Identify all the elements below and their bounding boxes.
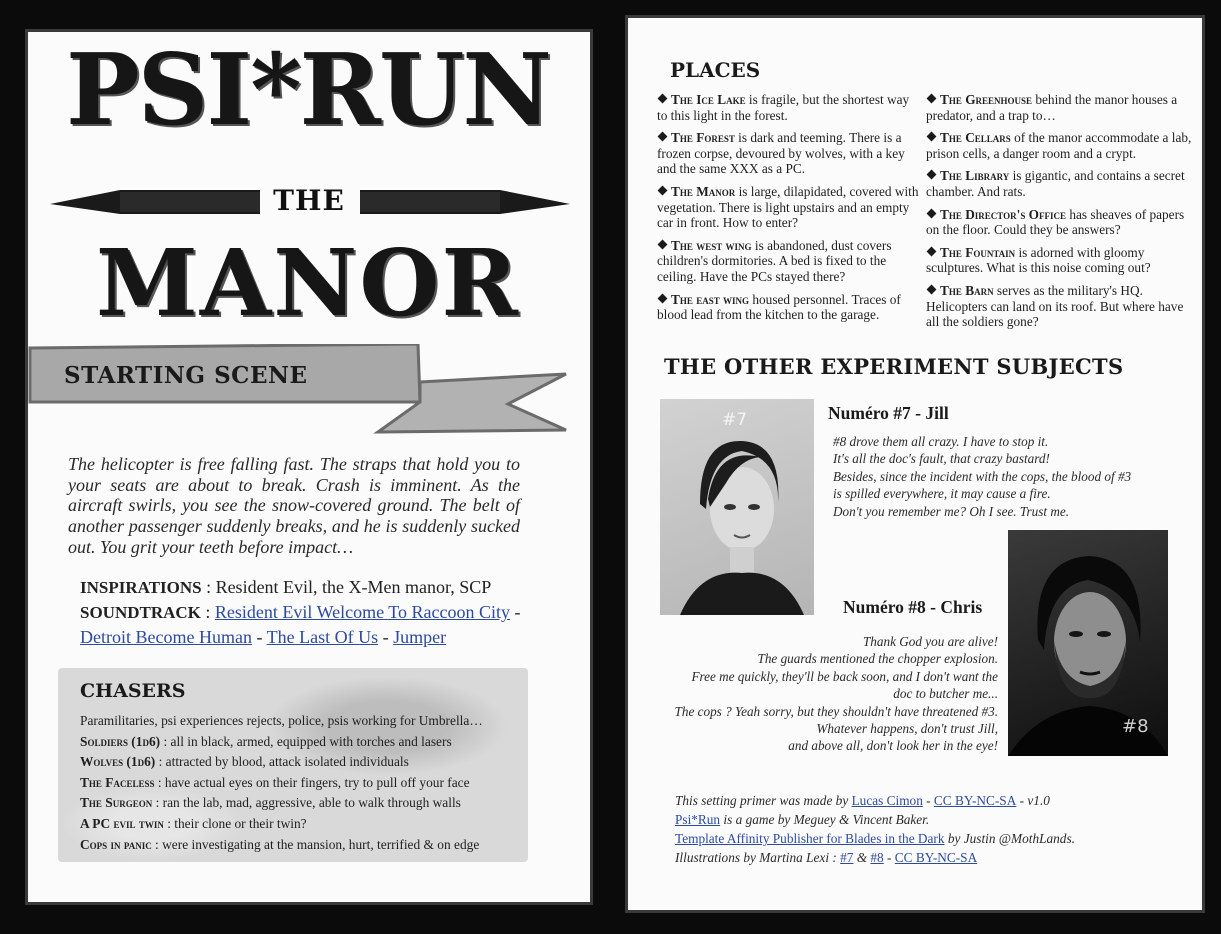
place-name: The Greenhouse	[940, 92, 1033, 107]
diamond-bullet-icon	[658, 132, 668, 142]
credits-text: This setting primer was made by	[675, 793, 852, 808]
link-psirun[interactable]: Psi*Run	[675, 812, 721, 827]
quote-line: is spilled everywhere, it may cause a fire.	[833, 486, 1051, 502]
intro-paragraph: The helicopter is free falling fast. The straps that hold you to your seats are about to break. Crash is imminent. As the aircraft swirls, you see the snow-covered ground. The belt of another passenger suddenly breaks, and he is suddenly sucked out. You grit your teeth before impact…	[68, 454, 520, 557]
list-item	[926, 168, 1192, 199]
chaser-name: The Faceless	[80, 774, 155, 790]
quote-line: and above all, don't look her in the eye!	[788, 738, 998, 754]
place-name: The Cellars	[940, 130, 1011, 146]
place-desc: is large, dilapidated, covered with vegetation. There is light upstairs and an empty car in front. How to enter?	[657, 183, 919, 231]
place-name: The west wing	[671, 237, 752, 253]
link-resident-evil[interactable]: Resident Evil Welcome To Raccoon City	[214, 602, 510, 622]
place-name: The Fountain	[940, 244, 1016, 260]
chaser-name: Cops in panic	[80, 836, 152, 852]
quote-line: The cops ? Yeah sorry, but they shouldn't have threatened #3.	[674, 703, 998, 719]
place-desc: is gigantic, and contains a secret chamber. And rats.	[926, 168, 1185, 199]
credits-line-3	[675, 829, 1175, 848]
diamond-bullet-icon	[658, 186, 668, 196]
list-item	[657, 238, 919, 285]
place-name: The Manor	[671, 183, 736, 199]
chaser-desc: : ran the lab, mad, aggressive, able to walk through walls	[152, 795, 461, 811]
soundtrack-line	[80, 600, 540, 650]
right-page	[628, 18, 1202, 910]
left-page	[28, 32, 590, 902]
portrait-jill	[660, 399, 814, 615]
subject-8-name: Numéro #8 - Chris	[843, 597, 983, 617]
inspirations-label: INSPIRATIONS	[80, 578, 202, 597]
chaser-desc: : attracted by blood, attack isolated individuals	[155, 754, 409, 770]
title-manor: MANOR	[96, 229, 520, 337]
credits-line-1	[675, 791, 1175, 810]
link-illustration-8[interactable]: #8	[870, 850, 884, 865]
list-item	[657, 130, 919, 177]
place-desc: serves as the military's HQ. Helicopters can land on its roof. But where have all the soldiers gone?	[926, 282, 1184, 330]
chasers-heading: CHASERS	[80, 680, 186, 702]
chaser-name: Wolves (1d6)	[80, 754, 156, 770]
link-detroit[interactable]: Detroit Become Human	[80, 627, 252, 647]
place-desc: is fragile, but the shortest way to this light in the forest.	[657, 92, 910, 123]
portrait-chris	[1008, 530, 1168, 756]
inspirations-line	[80, 575, 540, 600]
quote-line: Thank God you are alive!	[862, 634, 998, 649]
list-item	[80, 814, 530, 835]
quote-line: Besides, since the incident with the cops, the blood of #3	[833, 468, 1132, 484]
credits-text: -	[922, 793, 934, 808]
chasers-list	[80, 711, 530, 855]
place-name: The Library	[940, 168, 1010, 184]
quote-line: It's all the doc's fault, that crazy bastard!	[833, 451, 1050, 467]
place-desc: is dark and teeming. There is a frozen corpse, devoured by wolves, with a key and the same XXX as a PC.	[657, 130, 905, 177]
list-item	[657, 184, 919, 231]
dash: -	[378, 627, 394, 647]
inspirations-block	[80, 575, 540, 650]
place-name: The Director's Office	[940, 206, 1067, 222]
places-column-2	[926, 92, 1192, 337]
diamond-bullet-icon	[927, 208, 937, 218]
link-jumper[interactable]: Jumper	[393, 627, 447, 647]
soundtrack-label: SOUNDTRACK	[80, 603, 201, 622]
place-name: The Barn	[940, 282, 994, 298]
list-item	[926, 92, 1192, 123]
list-item	[80, 793, 530, 814]
portrait-8-tag: #8	[1122, 716, 1149, 737]
credits-text: Illustrations by Martina Lexi :	[675, 850, 841, 865]
place-name: The Forest	[671, 130, 735, 146]
diamond-bullet-icon	[927, 170, 937, 180]
dash: -	[510, 602, 521, 622]
credits-text: - v1.0	[1016, 793, 1050, 808]
diamond-bullet-icon	[658, 239, 668, 249]
starting-scene-banner	[28, 344, 568, 436]
place-desc: is adorned with gloomy sculptures. What is this noise coming out?	[926, 244, 1151, 276]
chaser-desc: : have actual eyes on their fingers, try to pull off your face	[154, 774, 470, 790]
place-name: The east wing	[671, 291, 750, 307]
list-item	[926, 207, 1192, 238]
list-item	[657, 92, 919, 123]
subject-7-quote	[833, 433, 1173, 520]
subject-8-quote	[642, 633, 998, 755]
list-item	[80, 773, 530, 794]
link-template[interactable]: Template Affinity Publisher for Blades in the Dark	[675, 831, 945, 846]
soundtrack-sep: :	[200, 602, 215, 622]
subjects-heading: THE OTHER EXPERIMENT SUBJECTS	[664, 354, 1124, 379]
chaser-desc: : were investigating at the mansion, hurt, terrified & on edge	[151, 836, 480, 852]
place-desc: is abandoned, dust covers children's dormitories. A bed is fixed to the ceiling. Have the PCs stayed there?	[657, 237, 892, 284]
link-last-of-us[interactable]: The Last Of Us	[266, 627, 379, 647]
link-illustration-license[interactable]: CC BY-NC-SA	[894, 850, 978, 865]
chaser-name: The Surgeon	[80, 795, 153, 811]
chaser-desc: : all in black, armed, equipped with torches and lasers	[160, 733, 452, 749]
list-item	[926, 130, 1192, 161]
chaser-name: A PC evil twin	[80, 815, 164, 831]
chasers-intro: Paramilitaries, psi experiences rejects, police, psis working for Umbrella…	[80, 713, 483, 728]
credits	[675, 791, 1175, 867]
quote-line: #8 drove them all crazy. I have to stop it.	[833, 434, 1049, 449]
credits-text: is a game by Meguey & Vincent Baker.	[720, 812, 930, 827]
credits-text: &	[853, 850, 871, 865]
list-item	[657, 292, 919, 323]
credits-line-2	[675, 810, 1175, 829]
diamond-bullet-icon	[658, 293, 668, 303]
place-desc: has sheaves of papers on the floor. Could they be answers?	[926, 206, 1185, 238]
list-item	[80, 835, 530, 856]
link-lucas-cimon[interactable]: Lucas Cimon	[851, 793, 923, 808]
portrait-7-tag: #7	[722, 410, 748, 430]
places-column-1	[657, 92, 919, 330]
credits-line-4	[675, 848, 1175, 867]
place-desc: of the manor accommodate a lab, prison cells, a danger room and a crypt.	[926, 130, 1192, 161]
place-desc: housed personnel. Traces of blood lead from the kitchen to the garage.	[657, 291, 901, 323]
chaser-desc: : their clone or their twin?	[163, 815, 307, 831]
list-item	[80, 732, 530, 753]
subject-7-name: Numéro #7 - Jill	[828, 403, 949, 423]
quote-line: doc to butcher me...	[893, 686, 998, 702]
quote-line: The guards mentioned the chopper explosion.	[757, 651, 998, 667]
places-heading: PLACES	[670, 58, 761, 82]
portrait-jill-illustration	[660, 399, 814, 615]
credits-text: -	[883, 850, 895, 865]
link-license[interactable]: CC BY-NC-SA	[933, 793, 1017, 808]
list-item	[80, 752, 530, 773]
title-the: THE	[273, 184, 345, 217]
title-psirun: PSI*RUN	[65, 33, 551, 148]
link-illustration-7[interactable]: #7	[840, 850, 854, 865]
dash: -	[251, 627, 267, 647]
diamond-bullet-icon	[658, 94, 668, 104]
credits-text: by Justin @MothLands.	[944, 831, 1075, 846]
starting-scene-heading: STARTING SCENE	[64, 362, 308, 389]
place-desc: behind the manor houses a predator, and a trap to…	[926, 92, 1178, 123]
list-item	[926, 283, 1192, 330]
quote-line: Whatever happens, don't trust Jill,	[816, 721, 998, 737]
place-name: The Ice Lake	[671, 92, 746, 107]
diamond-bullet-icon	[927, 284, 937, 294]
diamond-bullet-icon	[927, 94, 937, 104]
quote-line: Don't you remember me? Oh I see. Trust me.	[833, 503, 1070, 519]
inspirations-text: : Resident Evil, the X-Men manor, SCP	[201, 577, 492, 597]
portrait-chris-illustration	[1008, 530, 1168, 756]
diamond-bullet-icon	[927, 132, 937, 142]
list-item	[926, 245, 1192, 276]
chaser-name: Soldiers (1d6)	[80, 733, 161, 749]
quote-line: Free me quickly, they'll be back soon, and I don't want the	[691, 668, 998, 684]
diamond-bullet-icon	[927, 246, 937, 256]
